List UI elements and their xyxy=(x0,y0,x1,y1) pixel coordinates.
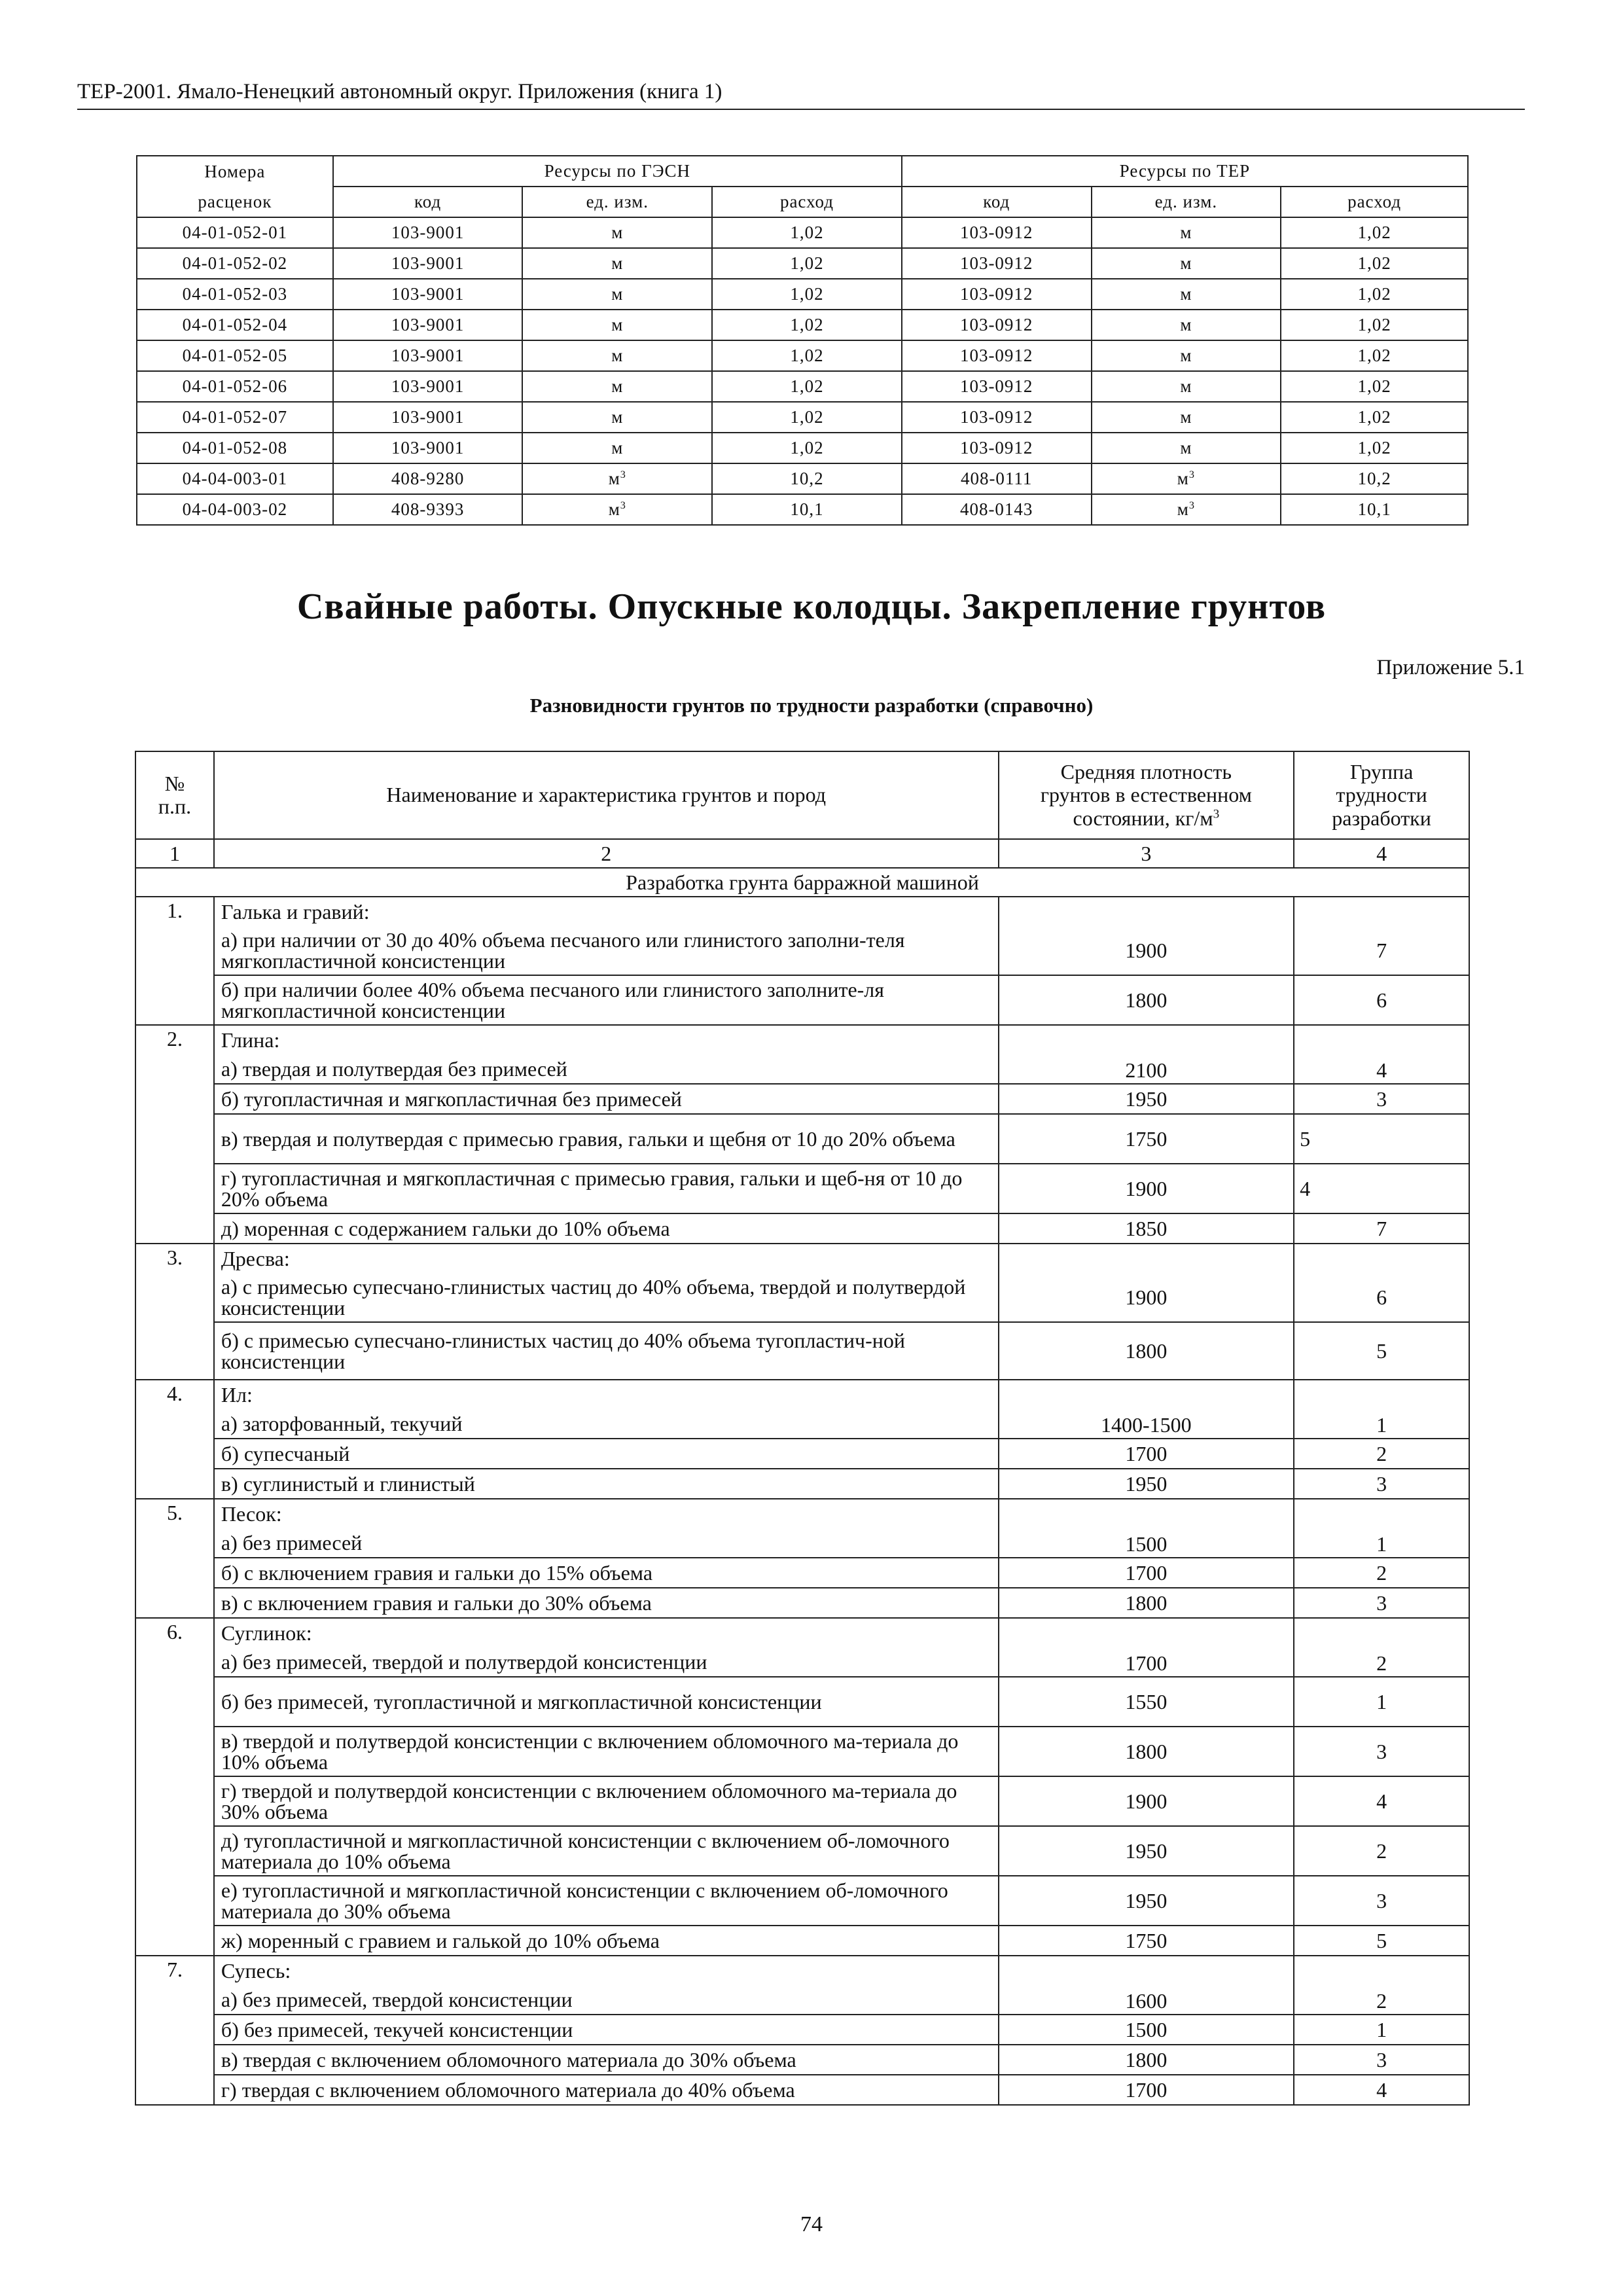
rate-number-cell: 04-01-052-07 xyxy=(137,402,333,433)
gesn-unit-text: м xyxy=(608,499,620,519)
soil-item-row xyxy=(135,1558,1469,1588)
ter-unit-text: м xyxy=(1180,284,1192,304)
soil-name-cell: г) тугопластичная и мягкопластичная с примесью гравия, гальки и щеб-ня от 10 до 20% объема xyxy=(214,1164,999,1213)
soil-item-row xyxy=(135,1164,1469,1213)
gesn-code-cell: 408-9280 xyxy=(333,463,523,494)
group-number-cell: 6. xyxy=(135,1618,214,1956)
soil-item-row xyxy=(135,1588,1469,1618)
table-row xyxy=(137,340,1468,371)
soil-density-cell: 1800 xyxy=(999,1322,1294,1380)
ter-consumption-cell: 1,02 xyxy=(1281,402,1468,433)
soil-group-cell: 4 xyxy=(1294,1164,1469,1213)
column-number-4: 4 xyxy=(1294,839,1469,868)
soil-group-title-row xyxy=(135,1956,1469,1985)
gesn-consumption-header: расход xyxy=(712,187,902,217)
ter-code-header: код xyxy=(902,187,1092,217)
gesn-consumption-cell: 10,2 xyxy=(712,463,902,494)
soil-item-row xyxy=(135,1114,1469,1164)
table-row xyxy=(137,217,1468,248)
ter-code-cell: 103-0912 xyxy=(902,217,1092,248)
soil-item-row xyxy=(135,1409,1469,1439)
soil-group-cell: 3 xyxy=(1294,1727,1469,1776)
ter-unit-text: м xyxy=(1180,315,1192,334)
soil-group-cell: 4 xyxy=(1294,2075,1469,2105)
soil-item-row xyxy=(135,975,1469,1025)
soil-density-cell: 2100 xyxy=(999,1054,1294,1084)
section-title: Свайные работы. Опускные колодцы. Закрепление грунтов xyxy=(296,586,1327,627)
ter-unit-cell xyxy=(1092,248,1281,279)
soil-item-row xyxy=(135,1439,1469,1469)
soil-group-cell: 3 xyxy=(1294,1469,1469,1499)
soil-density-cell: 1700 xyxy=(999,1439,1294,1469)
gesn-unit-cell xyxy=(522,217,712,248)
soil-name-cell: г) твердая с включением обломочного материала до 40% объема xyxy=(214,2075,999,2105)
soil-name-cell: в) суглинистый и глинистый xyxy=(214,1469,999,1499)
soil-group-cell: 6 xyxy=(1294,1273,1469,1322)
soil-name-cell: в) с включением гравия и гальки до 30% объема xyxy=(214,1588,999,1618)
rate-number-cell: 04-04-003-02 xyxy=(137,494,333,525)
soil-item-row xyxy=(135,1322,1469,1380)
group-title-density-blank xyxy=(999,1499,1294,1528)
ter-unit-cell xyxy=(1092,433,1281,463)
soil-item-row xyxy=(135,1213,1469,1244)
gesn-code-cell: 103-9001 xyxy=(333,279,523,310)
gesn-unit-sup: 3 xyxy=(620,469,626,480)
gesn-unit-cell xyxy=(522,279,712,310)
soil-name-cell: а) без примесей xyxy=(214,1528,999,1558)
gesn-consumption-cell: 1,02 xyxy=(712,248,902,279)
num-column-header xyxy=(135,751,214,839)
ter-code-cell: 408-0143 xyxy=(902,494,1092,525)
soil-group-cell: 1 xyxy=(1294,1409,1469,1439)
ter-code-cell: 103-0912 xyxy=(902,248,1092,279)
gesn-unit-cell xyxy=(522,340,712,371)
soil-name-cell: а) при наличии от 30 до 40% объема песчаного или глинистого заполни-теля мягкопластичной консистенции xyxy=(214,926,999,975)
ter-unit-text: м xyxy=(1180,223,1192,242)
soil-density-cell: 1900 xyxy=(999,926,1294,975)
resources-table-header xyxy=(137,156,1468,217)
soil-group-cell: 1 xyxy=(1294,2015,1469,2045)
soil-name-cell: в) твердая с включением обломочного материала до 30% объема xyxy=(214,2045,999,2075)
ter-unit-text: м xyxy=(1180,376,1192,396)
soil-group-cell: 3 xyxy=(1294,1588,1469,1618)
gesn-unit-text: м xyxy=(611,407,624,427)
group-number-cell: 2. xyxy=(135,1025,214,1244)
group-title-group-blank xyxy=(1294,1618,1469,1647)
group-number-cell: 3. xyxy=(135,1244,214,1380)
soil-item-row xyxy=(135,1054,1469,1084)
soil-density-cell: 1950 xyxy=(999,1469,1294,1499)
rate-numbers-header-bottom: расценок xyxy=(137,187,333,217)
soil-group-cell: 2 xyxy=(1294,1985,1469,2015)
density-header-sup: 3 xyxy=(1213,806,1220,821)
group-title-density-blank xyxy=(999,897,1294,926)
ter-unit-text: м xyxy=(1177,499,1189,519)
gesn-unit-cell xyxy=(522,371,712,402)
gesn-unit-text: м xyxy=(611,438,624,457)
ter-consumption-cell: 1,02 xyxy=(1281,340,1468,371)
gesn-consumption-cell: 1,02 xyxy=(712,217,902,248)
soil-density-cell: 1800 xyxy=(999,1727,1294,1776)
group-number-cell: 5. xyxy=(135,1499,214,1618)
soil-group-title-row xyxy=(135,1380,1469,1409)
table-row xyxy=(137,402,1468,433)
rate-number-cell: 04-01-052-05 xyxy=(137,340,333,371)
soil-group-title-row xyxy=(135,1025,1469,1054)
soil-item-row xyxy=(135,1677,1469,1727)
soil-item-row xyxy=(135,2075,1469,2105)
gesn-unit-text: м xyxy=(608,469,620,488)
gesn-consumption-cell: 1,02 xyxy=(712,279,902,310)
soil-group-cell: 2 xyxy=(1294,1647,1469,1677)
soil-density-cell: 1500 xyxy=(999,2015,1294,2045)
soil-item-row xyxy=(135,1273,1469,1322)
gesn-unit-cell xyxy=(522,310,712,340)
soil-density-cell: 1950 xyxy=(999,1826,1294,1876)
soil-name-cell: а) твердая и полутвердая без примесей xyxy=(214,1054,999,1084)
soil-name-cell: ж) моренный с гравием и галькой до 10% объема xyxy=(214,1926,999,1956)
soil-name-cell: б) тугопластичная и мягкопластичная без примесей xyxy=(214,1084,999,1114)
soil-density-cell: 1800 xyxy=(999,1588,1294,1618)
soil-item-row xyxy=(135,1776,1469,1826)
group-title-cell: Суглинок: xyxy=(214,1618,999,1647)
ter-consumption-cell: 1,02 xyxy=(1281,248,1468,279)
page-number: 74 xyxy=(800,2212,823,2236)
group-title-cell: Ил: xyxy=(214,1380,999,1409)
soil-group-cell: 4 xyxy=(1294,1054,1469,1084)
ter-consumption-cell: 1,02 xyxy=(1281,217,1468,248)
gesn-consumption-cell: 1,02 xyxy=(712,433,902,463)
soil-item-row xyxy=(135,926,1469,975)
gesn-consumption-cell: 1,02 xyxy=(712,340,902,371)
soil-name-cell: в) твердая и полутвердая с примесью гравия, гальки и щебня от 10 до 20% объема xyxy=(214,1114,999,1164)
soil-density-cell: 1750 xyxy=(999,1926,1294,1956)
soil-name-cell: а) без примесей, твердой и полутвердой консистенции xyxy=(214,1647,999,1677)
rate-number-cell: 04-01-052-01 xyxy=(137,217,333,248)
soil-item-row xyxy=(135,1926,1469,1956)
soil-table-header xyxy=(135,751,1469,897)
table-row xyxy=(137,494,1468,525)
column-number-2: 2 xyxy=(214,839,999,868)
soil-name-cell: д) тугопластичной и мягкопластичной консистенции с включением об-ломочного материала до 10% объема xyxy=(214,1826,999,1876)
group-title-density-blank xyxy=(999,1244,1294,1273)
soil-group-cell: 7 xyxy=(1294,1213,1469,1244)
soil-group-title-row xyxy=(135,1499,1469,1528)
resources-table-body xyxy=(137,217,1468,525)
soil-name-cell: е) тугопластичной и мягкопластичной консистенции с включением об-ломочного материала до 30% объема xyxy=(214,1876,999,1926)
soil-density-cell: 1700 xyxy=(999,2075,1294,2105)
ter-unit-cell xyxy=(1092,217,1281,248)
density-header-line1: Средняя плотность xyxy=(1060,760,1232,784)
gesn-code-cell: 103-9001 xyxy=(333,217,523,248)
ter-consumption-cell: 1,02 xyxy=(1281,310,1468,340)
soil-item-row xyxy=(135,1727,1469,1776)
soil-group-cell: 3 xyxy=(1294,1084,1469,1114)
soil-item-row xyxy=(135,1826,1469,1876)
group-title-cell: Супесь: xyxy=(214,1956,999,1985)
group-title-group-blank xyxy=(1294,1025,1469,1054)
group-number-cell: 1. xyxy=(135,897,214,1025)
ter-unit-header: ед. изм. xyxy=(1092,187,1281,217)
group-column-header xyxy=(1294,751,1469,839)
soil-group-title-row xyxy=(135,897,1469,926)
soil-group-cell: 7 xyxy=(1294,926,1469,975)
soil-density-cell: 1950 xyxy=(999,1084,1294,1114)
soil-density-cell: 1750 xyxy=(999,1114,1294,1164)
soil-density-cell: 1850 xyxy=(999,1213,1294,1244)
column-number-3: 3 xyxy=(999,839,1294,868)
soil-name-cell: б) с примесью супесчано-глинистых частиц до 40% объема тугопластич-ной консистенции xyxy=(214,1322,999,1380)
group-title-cell: Дресва: xyxy=(214,1244,999,1273)
rate-number-cell: 04-04-003-01 xyxy=(137,463,333,494)
rate-number-cell: 04-01-052-02 xyxy=(137,248,333,279)
soil-group-cell: 1 xyxy=(1294,1528,1469,1558)
num-header-line1: № xyxy=(164,771,185,795)
soil-density-cell: 1900 xyxy=(999,1164,1294,1213)
ter-unit-cell xyxy=(1092,279,1281,310)
gesn-unit-text: м xyxy=(611,284,624,304)
table-row xyxy=(137,279,1468,310)
soil-item-row xyxy=(135,2045,1469,2075)
page-header: ТЕР-2001. Ямало-Ненецкий автономный округ. Приложения (книга 1) xyxy=(77,77,1525,110)
density-header-line2: грунтов в естественном xyxy=(1040,783,1252,807)
group-number-cell: 7. xyxy=(135,1956,214,2105)
ter-code-cell: 103-0912 xyxy=(902,433,1092,463)
table-row xyxy=(137,433,1468,463)
ter-unit-cell xyxy=(1092,310,1281,340)
group-header-line1: Группа xyxy=(1349,760,1414,784)
group-header-line2: трудности xyxy=(1336,783,1427,807)
resources-table xyxy=(136,155,1469,526)
group-title-cell: Галька и гравий: xyxy=(214,897,999,926)
soil-name-cell: б) без примесей, текучей консистенции xyxy=(214,2015,999,2045)
soil-group-cell: 2 xyxy=(1294,1826,1469,1876)
gesn-unit-text: м xyxy=(611,253,624,273)
ter-code-cell: 103-0912 xyxy=(902,371,1092,402)
soil-group-cell: 3 xyxy=(1294,2045,1469,2075)
soil-group-cell: 1 xyxy=(1294,1677,1469,1727)
soil-group-cell: 5 xyxy=(1294,1114,1469,1164)
ter-unit-sup: 3 xyxy=(1188,499,1195,511)
soil-item-row xyxy=(135,1985,1469,2015)
ter-unit-cell xyxy=(1092,494,1281,525)
ter-unit-sup: 3 xyxy=(1188,469,1195,480)
soil-name-cell: б) при наличии более 40% объема песчаного или глинистого заполните-ля мягкопластичной консистенции xyxy=(214,975,999,1025)
ter-code-cell: 103-0912 xyxy=(902,279,1092,310)
soil-group-title-row xyxy=(135,1618,1469,1647)
group-title-cell: Песок: xyxy=(214,1499,999,1528)
soil-item-row xyxy=(135,2015,1469,2045)
soil-density-cell: 1950 xyxy=(999,1876,1294,1926)
ter-unit-text: м xyxy=(1180,407,1192,427)
gesn-unit-header: ед. изм. xyxy=(522,187,712,217)
soil-group-cell: 5 xyxy=(1294,1926,1469,1956)
soil-density-cell: 1800 xyxy=(999,975,1294,1025)
group-title-cell: Глина: xyxy=(214,1025,999,1054)
ter-unit-text: м xyxy=(1180,253,1192,273)
gesn-code-header: код xyxy=(333,187,523,217)
group-title-group-blank xyxy=(1294,1956,1469,1985)
gesn-consumption-cell: 10,1 xyxy=(712,494,902,525)
table-row xyxy=(137,371,1468,402)
group-header-line3: разработки xyxy=(1332,806,1431,830)
soil-density-cell: 1600 xyxy=(999,1985,1294,2015)
soil-name-cell: б) с включением гравия и гальки до 15% объема xyxy=(214,1558,999,1588)
gesn-consumption-cell: 1,02 xyxy=(712,310,902,340)
gesn-consumption-cell: 1,02 xyxy=(712,371,902,402)
gesn-code-cell: 103-9001 xyxy=(333,371,523,402)
gesn-unit-text: м xyxy=(611,315,624,334)
soil-item-row xyxy=(135,1528,1469,1558)
group-title-density-blank xyxy=(999,1618,1294,1647)
column-number-1: 1 xyxy=(135,839,214,868)
gesn-unit-cell xyxy=(522,494,712,525)
gesn-unit-cell xyxy=(522,402,712,433)
gesn-consumption-cell: 1,02 xyxy=(712,402,902,433)
table-caption: Разновидности грунтов по трудности разработки (справочно) xyxy=(529,694,1094,717)
soil-density-cell: 1800 xyxy=(999,2045,1294,2075)
section-row: Разработка грунта барражной машиной xyxy=(135,868,1469,897)
rate-number-cell: 04-01-052-03 xyxy=(137,279,333,310)
ter-code-cell: 103-0912 xyxy=(902,402,1092,433)
ter-consumption-cell: 10,2 xyxy=(1281,463,1468,494)
group-title-group-blank xyxy=(1294,1499,1469,1528)
soil-name-cell: г) твердой и полутвердой консистенции с включением обломочного ма-териала до 30% объема xyxy=(214,1776,999,1826)
soil-item-row xyxy=(135,1469,1469,1499)
soil-item-row xyxy=(135,1084,1469,1114)
soil-name-cell: а) с примесью супесчано-глинистых частиц до 40% объема, твердой и полутвердой консистенции xyxy=(214,1273,999,1322)
group-title-density-blank xyxy=(999,1380,1294,1409)
ter-consumption-cell: 1,02 xyxy=(1281,371,1468,402)
ter-unit-text: м xyxy=(1180,438,1192,457)
gesn-unit-cell xyxy=(522,463,712,494)
gesn-code-cell: 408-9393 xyxy=(333,494,523,525)
gesn-code-cell: 103-9001 xyxy=(333,402,523,433)
soil-density-cell: 1550 xyxy=(999,1677,1294,1727)
ter-code-cell: 103-0912 xyxy=(902,310,1092,340)
soil-group-cell: 2 xyxy=(1294,1439,1469,1469)
soil-name-cell: б) супесчаный xyxy=(214,1439,999,1469)
soil-group-cell: 2 xyxy=(1294,1558,1469,1588)
gesn-unit-text: м xyxy=(611,223,624,242)
gesn-code-cell: 103-9001 xyxy=(333,433,523,463)
soil-group-cell: 6 xyxy=(1294,975,1469,1025)
ter-group-header: Ресурсы по ТЕР xyxy=(902,156,1468,187)
soil-group-title-row xyxy=(135,1244,1469,1273)
ter-unit-cell xyxy=(1092,402,1281,433)
soil-name-cell: в) твердой и полутвердой консистенции с включением обломочного ма-териала до 10% объема xyxy=(214,1727,999,1776)
soil-density-cell: 1400-1500 xyxy=(999,1409,1294,1439)
name-column-header: Наименование и характеристика грунтов и пород xyxy=(214,751,999,839)
ter-unit-cell xyxy=(1092,371,1281,402)
soil-group-cell: 5 xyxy=(1294,1322,1469,1380)
ter-consumption-header: расход xyxy=(1281,187,1468,217)
group-title-group-blank xyxy=(1294,1380,1469,1409)
ter-unit-text: м xyxy=(1177,469,1189,488)
group-title-density-blank xyxy=(999,1025,1294,1054)
soil-difficulty-table xyxy=(135,751,1470,2106)
soil-density-cell: 1900 xyxy=(999,1273,1294,1322)
soil-item-row xyxy=(135,1647,1469,1677)
gesn-unit-cell xyxy=(522,433,712,463)
gesn-unit-text: м xyxy=(611,346,624,365)
soil-table-body xyxy=(135,897,1469,2105)
ter-code-cell: 103-0912 xyxy=(902,340,1092,371)
ter-consumption-cell: 10,1 xyxy=(1281,494,1468,525)
gesn-unit-text: м xyxy=(611,376,624,396)
num-header-line2: п.п. xyxy=(158,795,192,818)
soil-group-cell: 3 xyxy=(1294,1876,1469,1926)
gesn-unit-sup: 3 xyxy=(620,499,626,511)
ter-unit-text: м xyxy=(1180,346,1192,365)
appendix-label: Приложение 5.1 xyxy=(1376,656,1525,679)
gesn-group-header: Ресурсы по ГЭСН xyxy=(333,156,902,187)
table-row xyxy=(137,463,1468,494)
soil-group-cell: 4 xyxy=(1294,1776,1469,1826)
density-column-header xyxy=(999,751,1294,839)
ter-unit-cell xyxy=(1092,463,1281,494)
table-row xyxy=(137,248,1468,279)
gesn-unit-cell xyxy=(522,248,712,279)
rate-numbers-header-top: Номера xyxy=(137,156,333,187)
rate-number-cell: 04-01-052-06 xyxy=(137,371,333,402)
soil-name-cell: а) без примесей, твердой консистенции xyxy=(214,1985,999,2015)
group-title-density-blank xyxy=(999,1956,1294,1985)
group-title-group-blank xyxy=(1294,1244,1469,1273)
rate-number-cell: 04-01-052-04 xyxy=(137,310,333,340)
table-row xyxy=(137,310,1468,340)
density-header-line3: состоянии, кг/м xyxy=(1073,806,1213,830)
rate-number-cell: 04-01-052-08 xyxy=(137,433,333,463)
group-title-group-blank xyxy=(1294,897,1469,926)
gesn-code-cell: 103-9001 xyxy=(333,248,523,279)
soil-item-row xyxy=(135,1876,1469,1926)
group-number-cell: 4. xyxy=(135,1380,214,1499)
soil-density-cell: 1900 xyxy=(999,1776,1294,1826)
ter-unit-cell xyxy=(1092,340,1281,371)
ter-code-cell: 408-0111 xyxy=(902,463,1092,494)
ter-consumption-cell: 1,02 xyxy=(1281,433,1468,463)
gesn-code-cell: 103-9001 xyxy=(333,310,523,340)
soil-name-cell: а) заторфованный, текучий xyxy=(214,1409,999,1439)
soil-density-cell: 1700 xyxy=(999,1647,1294,1677)
gesn-code-cell: 103-9001 xyxy=(333,340,523,371)
soil-density-cell: 1500 xyxy=(999,1528,1294,1558)
soil-name-cell: д) моренная с содержанием гальки до 10% объема xyxy=(214,1213,999,1244)
ter-consumption-cell: 1,02 xyxy=(1281,279,1468,310)
soil-density-cell: 1700 xyxy=(999,1558,1294,1588)
soil-name-cell: б) без примесей, тугопластичной и мягкопластичной консистенции xyxy=(214,1677,999,1727)
